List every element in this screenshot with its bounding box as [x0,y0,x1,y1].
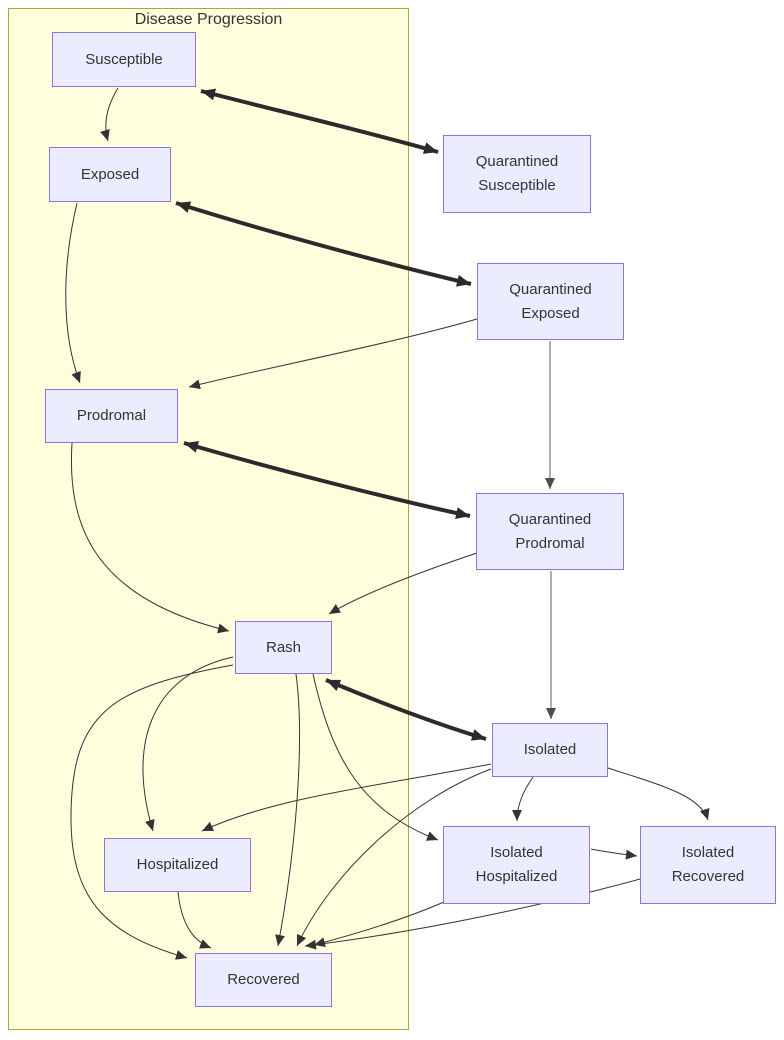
edge-isolated-hospitalized-isolated-recovered [591,849,637,856]
node-isolated: Isolated [492,723,608,777]
node-rash: Rash [235,621,332,674]
node-exposed: Exposed [49,147,171,202]
node-isolated-recovered: Isolated Recovered [640,826,776,904]
node-isolated-hospitalized: Isolated Hospitalized [443,826,590,904]
node-hospitalized: Hospitalized [104,838,251,892]
node-quarantined-susceptible: Quarantined Susceptible [443,135,591,213]
subgraph-title: Disease Progression [134,11,283,28]
node-recovered: Recovered [195,953,332,1007]
node-quarantined-exposed: Quarantined Exposed [477,263,624,340]
node-susceptible: Susceptible [52,32,196,87]
edge-isolated-isolated-recovered [608,768,708,820]
node-prodromal: Prodromal [45,389,178,443]
node-quarantined-prodromal: Quarantined Prodromal [476,493,624,570]
edge-isolated-isolated-hospitalized [517,777,533,821]
